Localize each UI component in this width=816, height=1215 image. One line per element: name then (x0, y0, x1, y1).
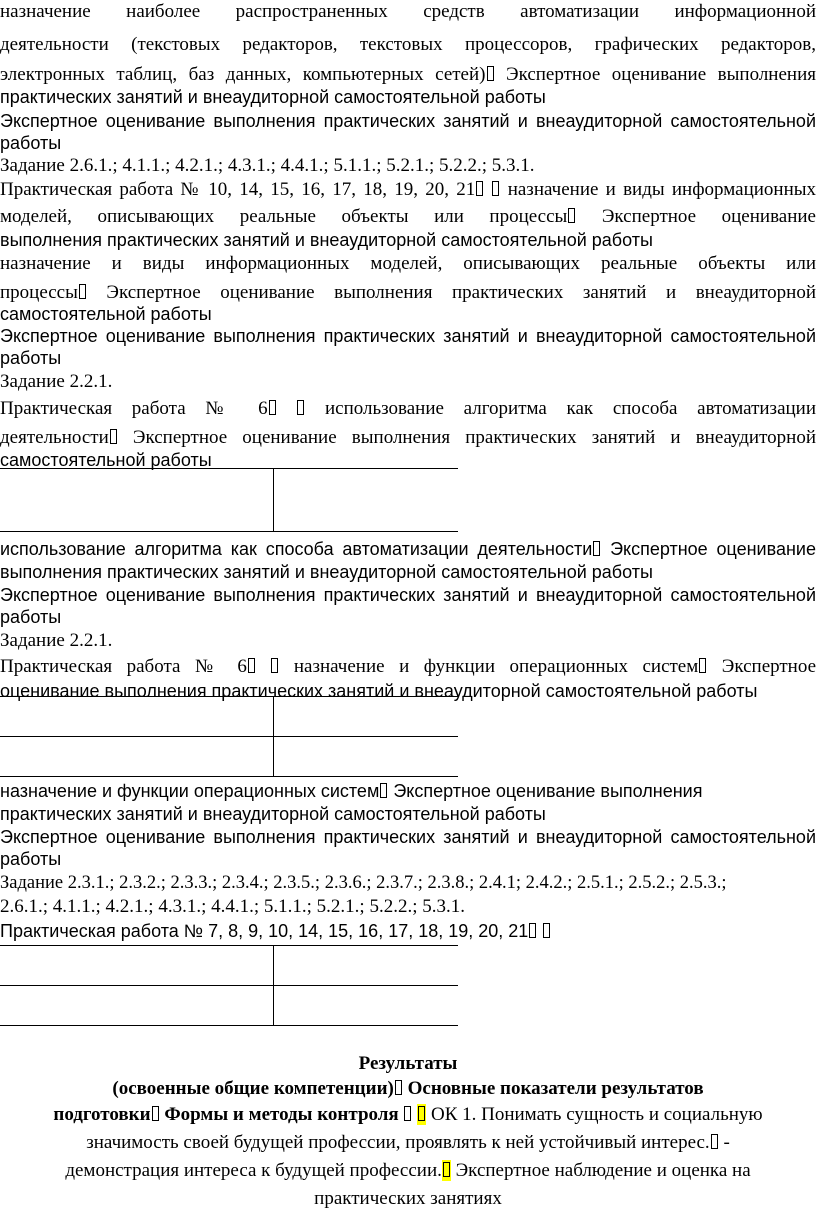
table-border (0, 776, 458, 777)
text-line: самостоятельной работы (0, 304, 212, 324)
missing-glyph-icon (543, 923, 550, 938)
table-border (0, 736, 458, 737)
text-line: деятельности Экспертное оценивание выполнения практических занятий и внеаудиторной (0, 427, 816, 448)
results-line: подготовки Формы и методы контроля ОК 1. Понимать сущность и социальную (53, 1104, 763, 1125)
text-line: работы (0, 849, 62, 869)
text-line: выполнения практических занятий и внеаудиторной самостоятельной работы (0, 230, 653, 250)
text-line: Практическая работа № 6 назначение и функции операционных систем Экспертное (0, 656, 816, 677)
missing-glyph-icon (418, 1106, 425, 1121)
missing-glyph-icon (248, 658, 255, 673)
text-line: практических занятий и внеаудиторной самостоятельной работы (0, 87, 546, 107)
text-line: назначение и виды информационных моделей, описывающих реальные объекты или (0, 253, 816, 274)
results-line: демонстрация интереса к будущей профессии. Экспертное наблюдение и оценка на (65, 1160, 751, 1181)
table-border (0, 985, 458, 986)
highlight-mark (417, 1104, 426, 1125)
missing-glyph-icon (492, 181, 499, 196)
text-line: назначение и функции операционных систем Экспертное оценивание выполнения (0, 781, 703, 801)
missing-glyph-icon (476, 181, 483, 196)
table-border (0, 468, 458, 469)
missing-glyph-icon (529, 923, 536, 938)
missing-glyph-icon (487, 66, 494, 81)
text-line: выполнения практических занятий и внеаудиторной самостоятельной работы (0, 562, 653, 582)
text-line: 2.6.1.; 4.1.1.; 4.2.1.; 4.3.1.; 4.4.1.; 5.1.1.; 5.2.1.; 5.2.2.; 5.3.1. (0, 896, 465, 917)
text-line: Практическая работа № 10, 14, 15, 16, 17, 18, 19, 20, 21 назначение и виды информационных (0, 179, 816, 200)
missing-glyph-icon (443, 1162, 450, 1177)
results-subheading: (освоенные общие компетенции) Основные показатели результатов (112, 1078, 704, 1099)
text-line: Экспертное оценивание выполнения практических занятий и внеаудиторной самостоятельной (0, 326, 816, 346)
text-line: электронных таблиц, баз данных, компьютерных сетей) Экспертное оценивание выполнения (0, 64, 816, 85)
missing-glyph-icon (110, 429, 117, 444)
missing-glyph-icon (404, 1106, 411, 1121)
text-line: моделей, описывающих реальные объекты или процессы Экспертное оценивание (0, 206, 816, 227)
table-border (0, 945, 458, 946)
missing-glyph-icon (79, 284, 86, 299)
text-line: Задание 2.6.1.; 4.1.1.; 4.2.1.; 4.3.1.; 4.4.1.; 5.1.1.; 5.2.1.; 5.2.2.; 5.3.1. (0, 155, 535, 176)
text-line: Задание 2.3.1.; 2.3.2.; 2.3.3.; 2.3.4.; 2.3.5.; 2.3.6.; 2.3.7.; 2.3.8.; 2.4.1; 2.4.2.; 2.5.1.; 2.5.2.; 2.5.3.; (0, 873, 727, 893)
table-border (0, 1025, 458, 1026)
text-line: самостоятельной работы (0, 450, 212, 470)
text-line: практических занятий и внеаудиторной самостоятельной работы (0, 804, 546, 824)
results-heading: Результаты (358, 1053, 458, 1074)
text-line: назначение наиболее распространенных средств автоматизации информационной (0, 1, 816, 22)
text-line: Практическая работа № 7, 8, 9, 10, 14, 15, 16, 17, 18, 19, 20, 21 (0, 920, 551, 942)
text-line: использование алгоритма как способа автоматизации деятельности Экспертное оценивание (0, 539, 816, 559)
table-border (0, 531, 458, 532)
table-border (273, 468, 274, 531)
table-border (0, 696, 458, 697)
text-line: работы (0, 133, 62, 153)
missing-glyph-icon (699, 658, 706, 673)
text-line: процессы Экспертное оценивание выполнения практических занятий и внеаудиторной (0, 282, 816, 303)
missing-glyph-icon (269, 400, 276, 415)
text-line: оценивание выполнения практических занятий и внеаудиторной самостоятельной работы (0, 681, 758, 701)
results-line: значимость своей будущей профессии, проявлять к ней устойчивый интерес. - (86, 1132, 730, 1153)
missing-glyph-icon (593, 541, 600, 556)
results-line: практических занятиях (314, 1188, 502, 1209)
text-line: Экспертное оценивание выполнения практических занятий и внеаудиторной самостоятельной (0, 585, 816, 605)
text-line: Практическая работа № 6 использование алгоритма как способа автоматизации (0, 398, 816, 419)
text-line: Экспертное оценивание выполнения практических занятий и внеаудиторной самостоятельной (0, 111, 816, 131)
text-line: работы (0, 348, 62, 368)
missing-glyph-icon (711, 1134, 718, 1149)
missing-glyph-icon (568, 208, 575, 223)
missing-glyph-icon (297, 400, 304, 415)
text-line: Задание 2.2.1. (0, 630, 113, 651)
text-line: Экспертное оценивание выполнения практических занятий и внеаудиторной самостоятельной (0, 827, 816, 847)
missing-glyph-icon (152, 1106, 159, 1121)
text-line: работы (0, 607, 62, 627)
missing-glyph-icon (271, 658, 278, 673)
highlight-mark (442, 1160, 451, 1181)
text-line: Задание 2.2.1. (0, 371, 113, 392)
missing-glyph-icon (395, 1080, 402, 1095)
missing-glyph-icon (380, 783, 387, 798)
text-line: деятельности (текстовых редакторов, текстовых процессоров, графических редакторов, (0, 34, 816, 55)
